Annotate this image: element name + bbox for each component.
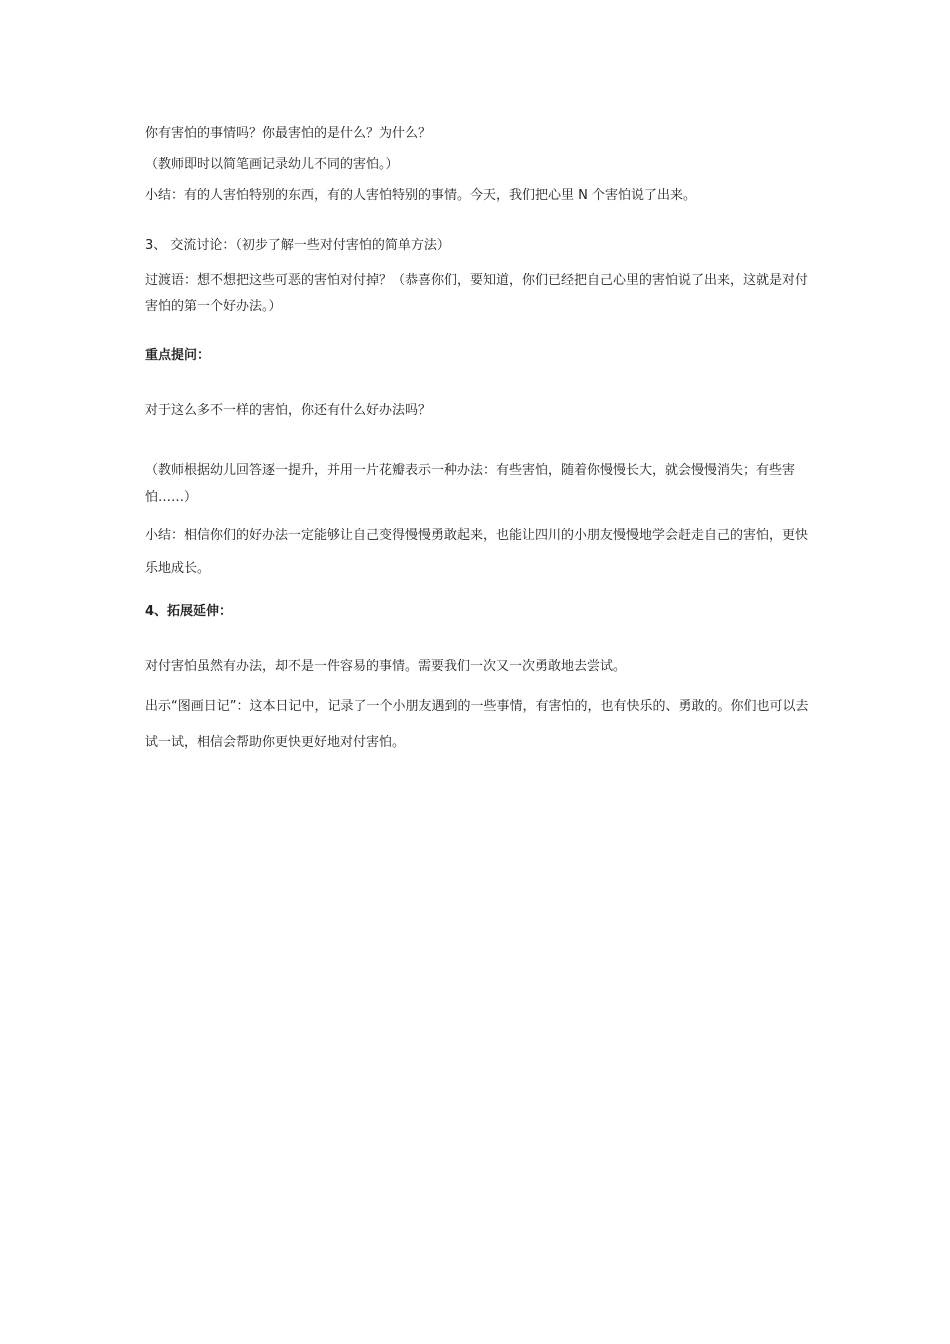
section-4-heading: 4、拓展延伸： bbox=[145, 604, 233, 619]
teacher-note-paragraph: （教师根据幼儿回答逐一提升，并用一片花瓣表示一种办法：有些害怕，随着你慢慢长大，就会慢慢消失；有些害怕……） bbox=[145, 463, 796, 505]
summary-line: 小结：有的人害怕特别的东西，有的人害怕特别的事情。今天，我们把心里 N 个害怕说了出来。 bbox=[145, 188, 696, 203]
key-question-heading: 重点提问： bbox=[145, 348, 211, 363]
section-3-heading: 3、 交流讨论：（初步了解一些对付害怕的简单方法） bbox=[145, 238, 450, 253]
summary-paragraph: 小结：相信你们的好办法一定能够让自己变得慢慢勇敢起来，也能让四川的小朋友慢慢地学会赶走自己的害怕，更快乐地成长。 bbox=[145, 528, 809, 576]
teacher-note-line: （教师即时以简笔画记录幼儿不同的害怕。） bbox=[145, 157, 399, 172]
extension-line: 对付害怕虽然有办法，却不是一件容易的事情。需要我们一次又一次勇敢地去尝试。 bbox=[145, 659, 627, 674]
key-question-line: 对于这么多不一样的害怕，你还有什么好办法吗？ bbox=[145, 403, 432, 418]
question-line: 你有害怕的事情吗？你最害怕的是什么？为什么？ bbox=[145, 126, 432, 141]
document-body bbox=[145, 125, 810, 761]
extension-paragraph: 出示“图画日记”：这本日记中，记录了一个小朋友遇到的一些事情，有害怕的，也有快乐的、勇敢的。你们也可以去试一试，相信会帮助你更快更好地对付害怕。 bbox=[145, 699, 809, 750]
transition-paragraph: 过渡语：想不想把这些可恶的害怕对付掉？（恭喜你们，要知道，你们已经把自己心里的害怕说了出来，这就是对付害怕的第一个好办法。） bbox=[145, 273, 809, 314]
